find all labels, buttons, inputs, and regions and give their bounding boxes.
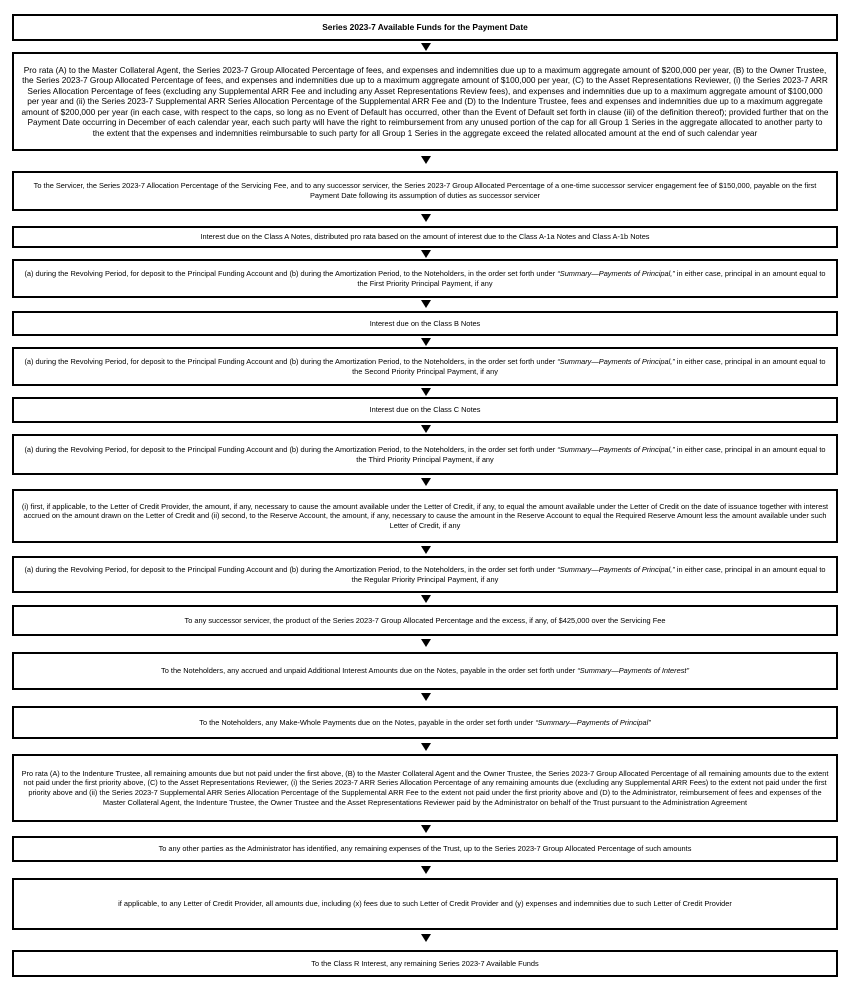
step-7-text: Interest due on the Class C Notes	[369, 405, 481, 415]
down-arrow-icon	[421, 338, 431, 346]
step-8-box	[12, 434, 838, 475]
down-arrow-icon	[421, 595, 431, 603]
step-17-text: To the Class R Interest, any remaining Series 2023-7 Available Funds	[311, 958, 539, 968]
step-16-box	[12, 878, 838, 930]
step-7-box	[12, 397, 838, 423]
title-box	[12, 14, 838, 41]
step-13-box	[12, 706, 838, 739]
step-10-box	[12, 556, 838, 593]
step-3-text: Interest due on the Class A Notes, distributed pro rata based on the amount of interest due to the Class A-1a Notes and Class A-1b Notes	[200, 232, 650, 242]
down-arrow-icon	[421, 43, 431, 51]
step-11-box	[12, 605, 838, 636]
step-12-text: To the Noteholders, any accrued and unpaid Additional Interest Amounts due on the Notes, payable in the order set forth under “Summary—Payments of Interest”	[161, 666, 689, 676]
step-15-text: To any other parties as the Administrator has identified, any remaining expenses of the Trust, up to the Series 2023-7 Group Allocated Percentage of such amounts	[158, 844, 692, 854]
down-arrow-icon	[421, 743, 431, 751]
down-arrow-icon	[421, 250, 431, 258]
down-arrow-icon	[421, 866, 431, 874]
step-4-text: (a) during the Revolving Period, for deposit to the Principal Funding Account and (b) during the Amortization Period, to the Noteholders, in the order set forth under “Summary—Payments of Principal,” in either case, principal in an amount equal to the First Priority Principal Payment, if any	[24, 268, 826, 288]
down-arrow-icon	[421, 546, 431, 554]
step-14-box	[12, 754, 838, 822]
down-arrow-icon	[421, 300, 431, 308]
step-9-text: (i) first, if applicable, to the Letter of Credit Provider, the amount, if any, necessary to cause the amount available under the Letter of Credit, if any, to equal the amount available under the Letter of Credit on the date of issuance together with interest accrued on the amount drawn on the Letter of Credit and (ii) second, to the Reserve Account, the amount, if any, necessary to cause the amount in the Reserve Account to equal the Required Reserve Amount less the amount available under such Letter of Credit, if any	[21, 501, 829, 530]
step-6-box	[12, 347, 838, 386]
step-5-box	[12, 311, 838, 336]
step-15-box	[12, 836, 838, 862]
step-11-text: To any successor servicer, the product of the Series 2023-7 Group Allocated Percentage and the excess, if any, of $425,000 over the Servicing Fee	[184, 615, 666, 625]
step-12-box	[12, 652, 838, 690]
down-arrow-icon	[421, 388, 431, 396]
step-5-text: Interest due on the Class B Notes	[369, 318, 481, 328]
step-14-text: Pro rata (A) to the Indenture Trustee, all remaining amounts due but not paid under the first above, (B) to the Master Collateral Agent and the Owner Trustee, the Series 2023-7 Group Allocated Percentage of all remaining amounts due to the extent not paid under the first priority above, (C) to the Asset Representations Reviewer, (i) the Series 2023-7 ARR Series Allocation Percentage of any remaining amounts due (excluding any Supplemental ARR Fees) to the extent not paid under the first priority above and (ii) the Series 2023-7 Supplemental ARR Series Allocation Percentage of the Supplemental ARR Fee to the extent not paid under the first priority above and (D) to the Administrator, reimbursement of fees and expenses of the Master Collateral Agent, the Indenture Trustee, the Owner Trustee and the Asset Representations Reviewer paid by the Administrator on behalf of the Trust pursuant to the Administration Agreement	[21, 768, 829, 807]
down-arrow-icon	[421, 934, 431, 942]
step-3-box	[12, 226, 838, 248]
down-arrow-icon	[421, 425, 431, 433]
step-2-box	[12, 171, 838, 211]
step-16-text: if applicable, to any Letter of Credit Provider, all amounts due, including (x) fees due to such Letter of Credit Provider and (y) expenses and indemnities due to such Letter of Credit Provider	[118, 899, 732, 909]
step-10-text: (a) during the Revolving Period, for deposit to the Principal Funding Account and (b) during the Amortization Period, to the Noteholders, in the order set forth under “Summary—Payments of Principal,” in either case, principal in an amount equal to the Regular Priority Principal Payment, if any	[24, 564, 826, 584]
step-1-text: Pro rata (A) to the Master Collateral Agent, the Series 2023-7 Group Allocated Percentage of fees, and expenses and indemnities due up to a maximum aggregate amount of $200,000 per year, (B) to the Owner Trustee, the Series 2023-7 Group Allocated Percentage of fees, and expenses and indemnities due up to a maximum aggregate amount of $100,000 per year, (C) to the Asset Representations Reviewer, (i) the Series 2023-7 ARR Series Allocation Percentage of fees (excluding any Supplemental ARR Fee and including any Asset Representations Review fees), and expenses and indemnities due up to a maximum aggregate amount of $100,000 per year and (ii) the Series 2023-7 Supplemental ARR Series Allocation Percentage of the Supplemental ARR Fee and (D) to the Indenture Trustee, fees and expenses and indemnities due up to a maximum aggregate amount of $200,000 per year (in each case, with respect to the caps, so long as no Event of Default has occurred, other than the Event of Default set forth in clause (iii) of the definition thereof); provided further that on the Payment Date occurring in December of each calendar year, each such party will have the right to reimbursement from any unused portion of the cap for all Group 1 Series in the aggregate allocated to another party to the extent that the expenses and indemnities reimbursable to such party for all Group 1 Series in the aggregate exceed the related allocated amount at the end of such calendar year	[21, 64, 829, 138]
step-9-box	[12, 489, 838, 543]
down-arrow-icon	[421, 639, 431, 647]
down-arrow-icon	[421, 214, 431, 222]
down-arrow-icon	[421, 825, 431, 833]
step-1-box	[12, 52, 838, 151]
step-8-text: (a) during the Revolving Period, for deposit to the Principal Funding Account and (b) during the Amortization Period, to the Noteholders, in the order set forth under “Summary—Payments of Principal,” in either case, principal in an amount equal to the Third Priority Principal Payment, if any	[24, 444, 826, 464]
step-2-text: To the Servicer, the Series 2023-7 Allocation Percentage of the Servicing Fee, and to any successor servicer, the Series 2023-7 Group Allocated Percentage of a one-time successor servicer engagement fee of $150,000, payable on the first Payment Date following its assumption of duties as successor servicer	[33, 181, 817, 200]
step-6-text: (a) during the Revolving Period, for deposit to the Principal Funding Account and (b) during the Amortization Period, to the Noteholders, in the order set forth under “Summary—Payments of Principal,” in either case, principal in an amount equal to the Second Priority Principal Payment, if any	[24, 356, 826, 376]
down-arrow-icon	[421, 156, 431, 164]
step-17-box	[12, 950, 838, 977]
down-arrow-icon	[421, 478, 431, 486]
down-arrow-icon	[421, 693, 431, 701]
title-text: Series 2023-7 Available Funds for the Payment Date	[322, 21, 528, 32]
step-13-text: To the Noteholders, any Make-Whole Payments due on the Notes, payable in the order set forth under “Summary—Payments of Principal”	[199, 717, 651, 727]
step-4-box	[12, 259, 838, 298]
